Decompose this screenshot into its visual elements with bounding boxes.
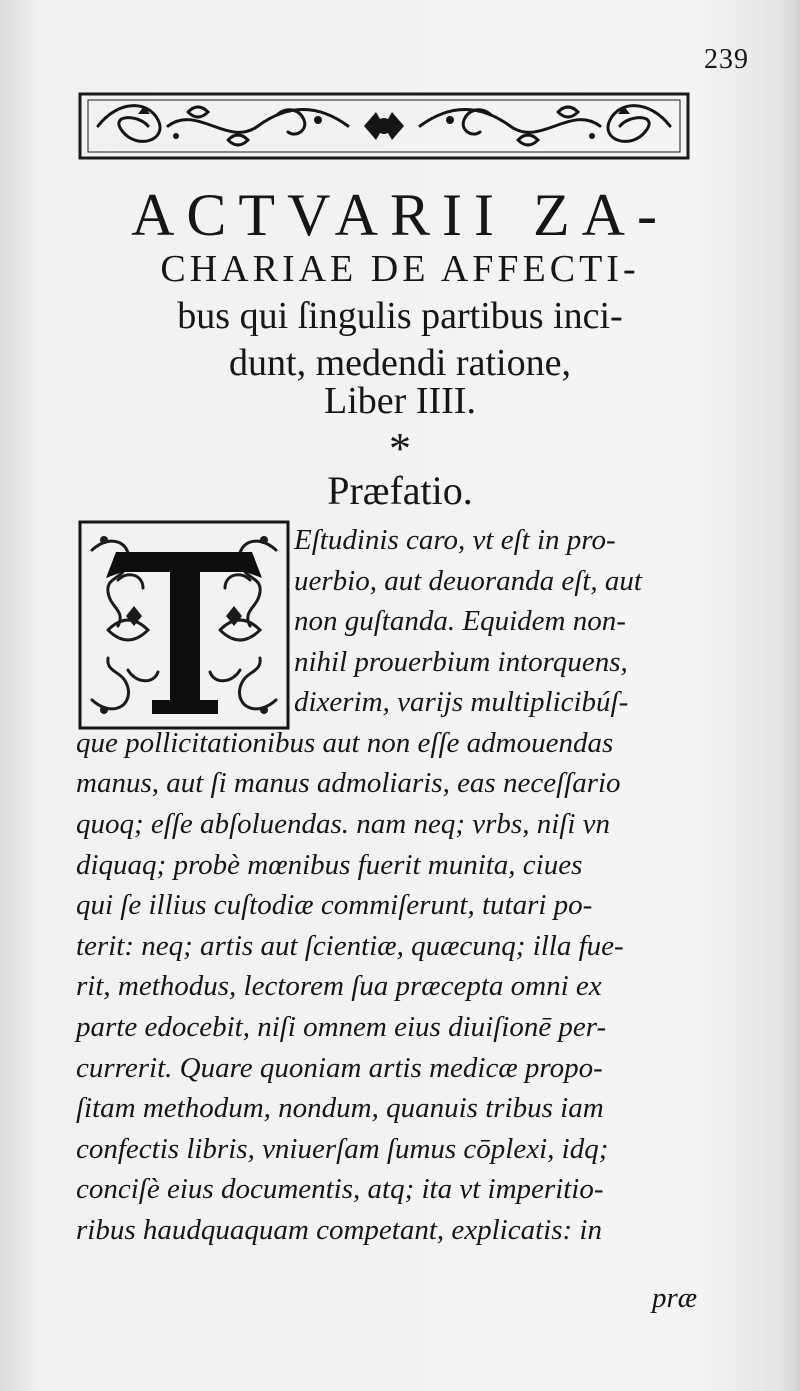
section-heading: Præfatio.: [327, 468, 473, 513]
body-line: confectis libris, vniuerſam ſumus cōplexi, idq;: [76, 1133, 609, 1165]
body-line: terit: neq; artis aut ſcientiæ, quæcunq; illa fue-: [76, 930, 624, 962]
body-line: ribus haudquaquam competant, explicatis: in: [76, 1214, 602, 1246]
body-line: qui ſe illius cuſtodiæ commiſerunt, tutari po-: [76, 889, 593, 921]
catchword: præ: [652, 1282, 698, 1314]
body-line: ſitam methodum, nondum, quanuis tribus iam: [76, 1092, 604, 1124]
section-mark: *: [389, 424, 411, 473]
body-line: rit, methodus, lectorem ſua præcepta omni ex: [76, 970, 602, 1002]
body-line: conciſè eius documentis, atq; ita vt imperitio-: [76, 1173, 604, 1205]
body-line: uerbio, aut deuoranda eſt, aut: [294, 565, 642, 597]
decorated-initial: [78, 520, 290, 730]
body-line: currerit. Quare quoniam artis medicæ propo-: [76, 1052, 603, 1084]
body-line: parte edocebit, niſi omnem eius diuiſionē per-: [76, 1011, 607, 1043]
body-line: Eſtudinis caro, vt eſt in pro-: [294, 524, 616, 556]
title-line-4: dunt, medendi ratione,: [229, 342, 571, 384]
body-line: manus, aut ſi manus admoliaris, eas neceſſario: [76, 767, 621, 799]
body-line: diquaq; probè mœnibus fuerit munita, ciues: [76, 849, 583, 881]
body-line: non guſtanda. Equidem non-: [294, 605, 626, 637]
body-line: dixerim, varijs multiplicibúſ-: [294, 686, 629, 718]
title-line-2: CHARIAE DE AFFECTI-: [160, 248, 640, 290]
title-line-1: ACTVARII ZA-: [131, 182, 669, 248]
body-line: nihil prouerbium intorquens,: [294, 646, 628, 678]
page-number: 239: [704, 44, 749, 75]
title-line-3: bus qui ſingulis partibus inci-: [177, 295, 623, 337]
body-line: quoq; eſſe abſoluendas. nam neq; vrbs, niſi vn: [76, 808, 610, 840]
title-line-5: Liber IIII.: [324, 380, 476, 422]
headpiece-ornament: [78, 90, 690, 162]
body-line: que pollicitationibus aut non eſſe admouendas: [76, 727, 614, 759]
